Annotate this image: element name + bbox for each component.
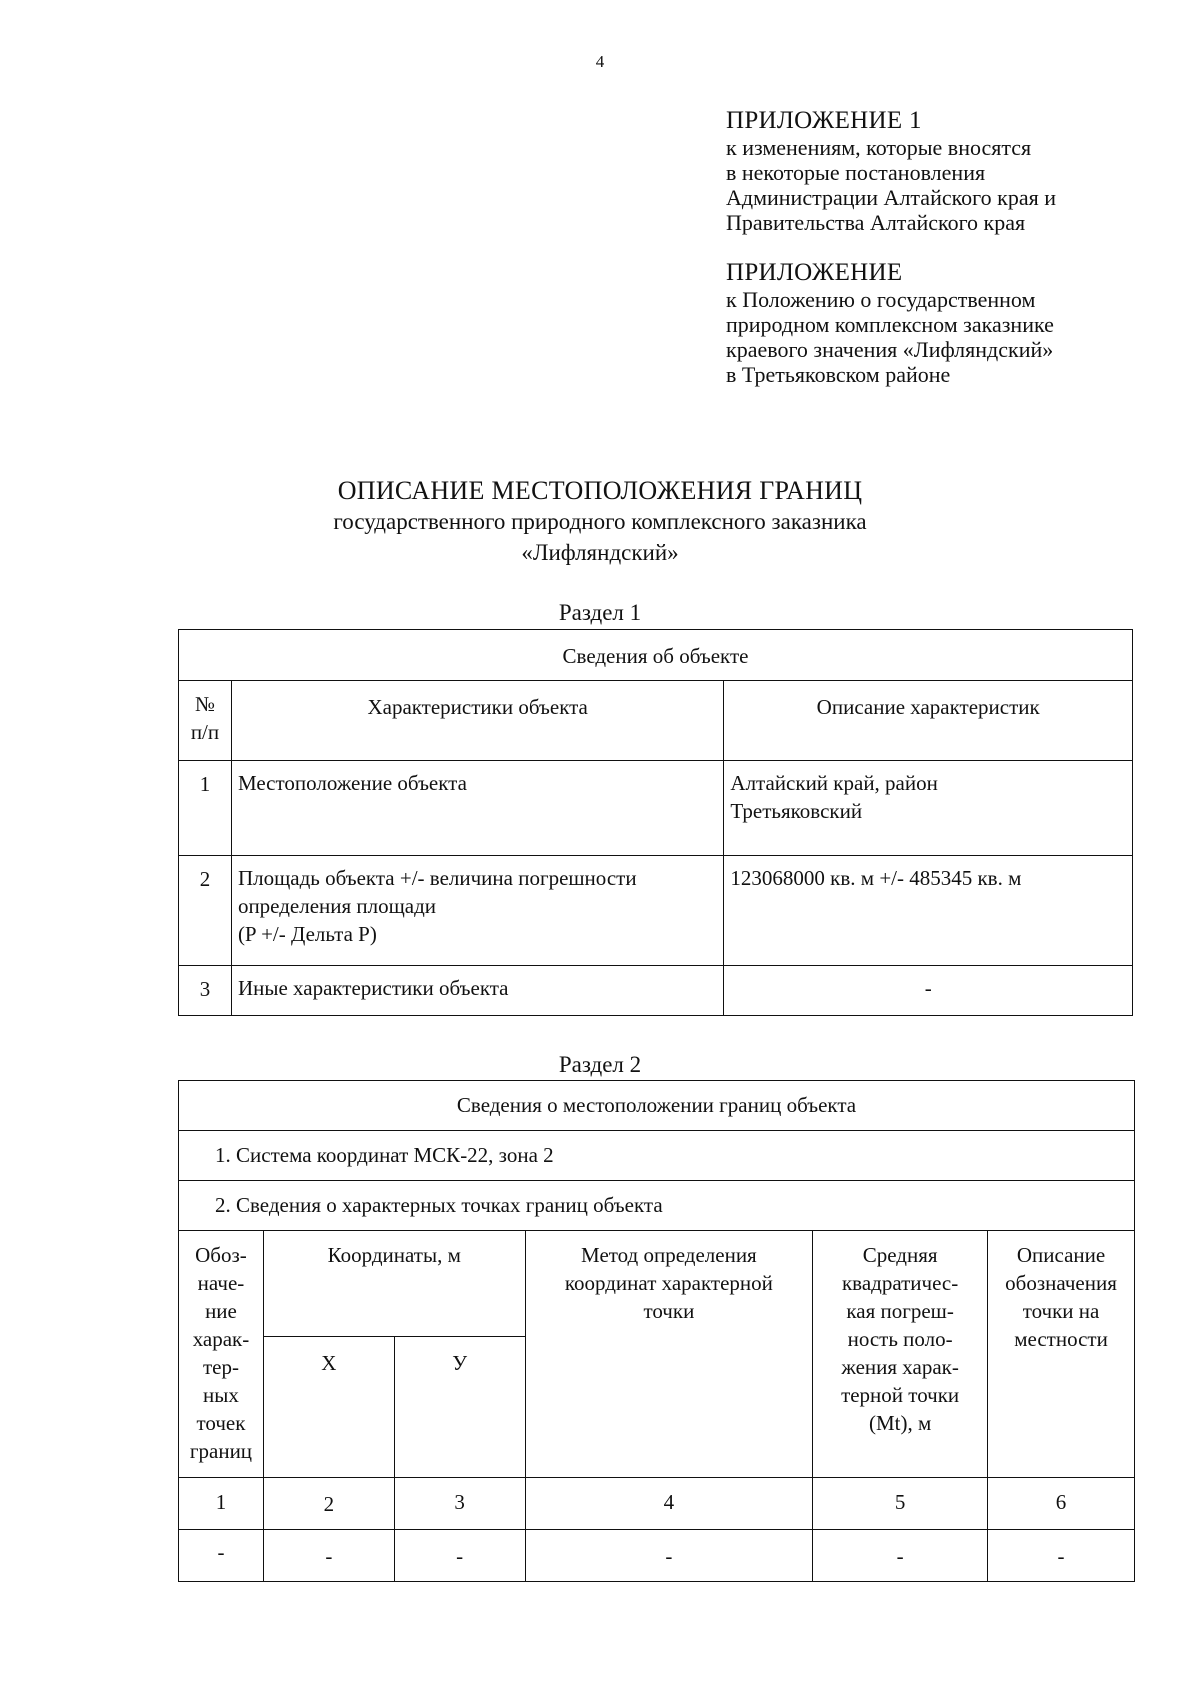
col-header-y: У bbox=[394, 1337, 525, 1478]
table-row bbox=[179, 966, 1133, 1016]
header-line: Средняя bbox=[862, 1243, 938, 1267]
appendix-1-line: Администрации Алтайского края и bbox=[726, 185, 1056, 210]
appendix-1-title: ПРИЛОЖЕНИЕ 1 bbox=[726, 107, 922, 134]
object-info-table bbox=[178, 629, 1133, 1016]
data-cell: - bbox=[394, 1530, 525, 1582]
header-line: (Mt), м bbox=[868, 1411, 932, 1435]
row-number: 1 bbox=[179, 761, 232, 856]
column-number: 2 bbox=[263, 1478, 394, 1530]
row-description bbox=[724, 761, 1133, 856]
appendix-2-line: в Третьяковском районе bbox=[726, 362, 951, 387]
header-line: кая погреш- bbox=[846, 1299, 954, 1323]
appendix-2-line: к Положению о государственном bbox=[726, 287, 1036, 312]
table-row bbox=[179, 1530, 1135, 1582]
header-line: ных bbox=[203, 1383, 239, 1407]
col-header-error bbox=[813, 1231, 988, 1478]
boundary-points-table bbox=[178, 1080, 1135, 1582]
data-cell: - bbox=[988, 1530, 1135, 1582]
data-cell: - bbox=[263, 1530, 394, 1582]
header-line: точки на bbox=[1022, 1299, 1100, 1323]
appendix-2-line: краевого значения «Лифляндский» bbox=[726, 337, 1054, 362]
document-title-line-2: государственного природного комплексного заказника bbox=[333, 509, 867, 534]
header-line: обозначения bbox=[1005, 1271, 1117, 1295]
column-number: 6 bbox=[988, 1478, 1135, 1530]
header-line: Обоз- bbox=[195, 1243, 247, 1267]
column-number-row bbox=[179, 1478, 1135, 1530]
appendix-1-block bbox=[726, 107, 1186, 235]
column-number: 4 bbox=[525, 1478, 813, 1530]
col-header-method bbox=[525, 1231, 813, 1478]
appendix-1-line: к изменениям, которые вносятся bbox=[726, 135, 1032, 160]
row-characteristic-line: Местоположение объекта bbox=[237, 771, 467, 795]
col-header-characteristics: Характеристики объекта bbox=[231, 681, 723, 761]
appendix-2-line: природном комплексном заказнике bbox=[726, 312, 1054, 337]
row-description-line: 123068000 кв. м +/- 485345 кв. м bbox=[730, 866, 1022, 890]
data-cell: - bbox=[813, 1530, 988, 1582]
column-number: 3 bbox=[394, 1478, 525, 1530]
section-2-label: Раздел 2 bbox=[558, 1052, 642, 1077]
document-title bbox=[0, 475, 1200, 568]
col-header-description: Описание характеристик bbox=[724, 681, 1133, 761]
row-characteristic-line: определения площади bbox=[237, 894, 437, 918]
points-info-item: 2. Сведения о характерных точках границ объекта bbox=[179, 1181, 1135, 1231]
col-header-designation bbox=[179, 1231, 264, 1478]
row-description-line: - bbox=[924, 976, 932, 1000]
row-description bbox=[724, 856, 1133, 966]
header-line: точки bbox=[643, 1299, 695, 1323]
row-characteristic-line: (P +/- Дельта P) bbox=[237, 922, 377, 946]
header-line: харак- bbox=[192, 1327, 250, 1351]
header-line: точек bbox=[196, 1411, 246, 1435]
row-description-line: Алтайский край, район bbox=[730, 771, 938, 795]
header-line: координат характерной bbox=[564, 1271, 773, 1295]
col-header-number-line: п/п bbox=[190, 720, 220, 744]
col-header-coordinates: Координаты, м bbox=[263, 1231, 525, 1337]
header-line: местности bbox=[1014, 1327, 1108, 1351]
header-line: ность поло- bbox=[847, 1327, 953, 1351]
header-line: жения харак- bbox=[841, 1355, 959, 1379]
header-line: ние bbox=[205, 1299, 237, 1323]
document-title-line-3: «Лифляндский» bbox=[521, 540, 679, 565]
row-characteristic-line: Иные характеристики объекта bbox=[237, 976, 509, 1000]
row-characteristic bbox=[231, 761, 723, 856]
row-characteristic bbox=[231, 856, 723, 966]
page-number: 4 bbox=[595, 52, 605, 71]
row-number: 2 bbox=[179, 856, 232, 966]
column-number: 5 bbox=[813, 1478, 988, 1530]
appendix-2-title: ПРИЛОЖЕНИЕ bbox=[726, 259, 903, 286]
col-header-point-description bbox=[988, 1231, 1135, 1478]
col-header-number bbox=[179, 681, 232, 761]
header-line: тер- bbox=[202, 1355, 239, 1379]
row-description bbox=[724, 966, 1133, 1016]
row-characteristic bbox=[231, 966, 723, 1016]
header-line: терной точки bbox=[841, 1383, 960, 1407]
coordinate-system-item: 1. Система координат МСК-22, зона 2 bbox=[179, 1131, 1135, 1181]
header-line: квадратичес- bbox=[841, 1271, 959, 1295]
appendix-1-line: Правительства Алтайского края bbox=[726, 210, 1026, 235]
header-line: наче- bbox=[197, 1271, 245, 1295]
column-number: 1 bbox=[179, 1478, 264, 1530]
data-cell: - bbox=[525, 1530, 813, 1582]
section-1-label: Раздел 1 bbox=[558, 600, 642, 625]
col-header-x: X bbox=[263, 1337, 394, 1478]
header-line: Метод определения bbox=[581, 1243, 757, 1267]
document-title-line-1: ОПИСАНИЕ МЕСТОПОЛОЖЕНИЯ ГРАНИЦ bbox=[337, 476, 863, 505]
row-number: 3 bbox=[179, 966, 232, 1016]
data-cell: - bbox=[179, 1530, 264, 1582]
appendix-1-line: в некоторые постановления bbox=[726, 160, 986, 185]
col-header-number-line: № bbox=[194, 692, 215, 716]
header-line: Описание bbox=[1016, 1243, 1106, 1267]
table-row bbox=[179, 856, 1133, 966]
object-info-table-title: Сведения об объекте bbox=[179, 630, 1133, 681]
appendix-2-block bbox=[726, 259, 1186, 387]
row-characteristic-line: Площадь объекта +/- величина погрешности bbox=[237, 866, 637, 890]
row-description-line: Третьяковский bbox=[730, 799, 863, 823]
header-line: границ bbox=[189, 1439, 253, 1463]
table-row bbox=[179, 761, 1133, 856]
boundary-table-title: Сведения о местоположении границ объекта bbox=[179, 1081, 1135, 1131]
